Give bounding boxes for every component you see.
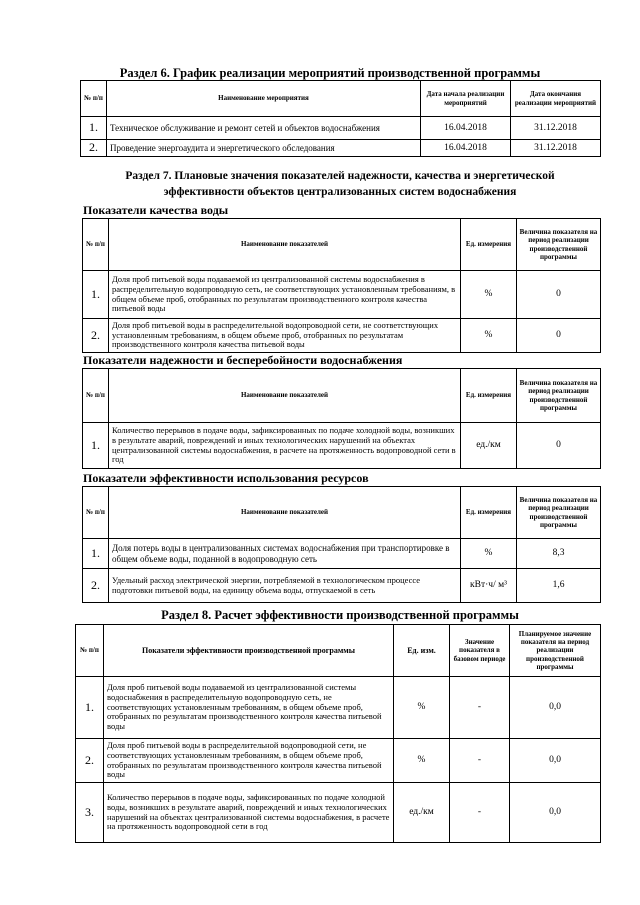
- section-7-title-line2: эффективности объектов централизованных систем водоснабжения: [163, 186, 517, 198]
- table-row: [76, 677, 601, 739]
- quality-header-value: Величина показателя на период реализации производственной программы: [517, 219, 601, 271]
- s8-header-num: № п/п: [76, 625, 104, 677]
- row-name: Техническое обслуживание и ремонт сетей и объектов водоснабжения: [107, 117, 421, 140]
- row-base-value: -: [450, 783, 510, 843]
- efficiency-header-num: № п/п: [83, 487, 109, 539]
- row-end-date: 31.12.2018: [511, 117, 601, 140]
- row-name: Доля потерь воды в централизованных системах водоснабжения при транспортировке в общем объеме воды, поданной в водопроводную сеть: [109, 539, 461, 569]
- row-value: 8,3: [517, 539, 601, 569]
- section-8-title: Раздел 8. Расчет эффективности производственной программы: [161, 608, 519, 622]
- s6-header-num: № п/п: [81, 81, 107, 117]
- table-row: [83, 423, 601, 469]
- s8-header-name: Показатели эффективности производственной программы: [104, 625, 394, 677]
- row-name: Проведение энергоаудита и энергетического обследования: [107, 140, 421, 157]
- row-num: 1.: [83, 539, 109, 569]
- section-6-table: [80, 80, 601, 157]
- s8-header-base: Значение показателя в базовом периоде: [450, 625, 510, 677]
- row-num: 1.: [83, 423, 109, 469]
- row-base-value: -: [450, 739, 510, 783]
- reliability-header-value: Величина показателя на период реализации производственной программы: [517, 369, 601, 423]
- table-row: [76, 739, 601, 783]
- row-plan-value: 0,0: [510, 783, 601, 843]
- section-7-title-line1: Раздел 7. Плановые значения показателей надежности, качества и энергетической: [125, 170, 555, 182]
- row-unit: кВт·ч/ м³: [461, 569, 517, 603]
- section-6-title: Раздел 6. График реализации мероприятий производственной программы: [119, 66, 541, 80]
- row-name: Удельный расход электрической энергии, потребляемой в технологическом процессе подготовки питьевой воды, на единицу объема воды, отпускаемой в сеть: [109, 569, 461, 603]
- table-row: [83, 319, 601, 353]
- row-unit: %: [461, 319, 517, 353]
- reliability-header-num: № п/п: [83, 369, 109, 423]
- table-row: [76, 783, 601, 843]
- row-value: 0: [517, 423, 601, 469]
- reliability-subtitle: Показатели надежности и бесперебойности водоснабжения: [83, 353, 403, 367]
- row-value: 0: [517, 319, 601, 353]
- s8-header-plan: Планируемое значение показателя на период реализации производственной программы: [510, 625, 601, 677]
- quality-header-name: Наименование показателей: [109, 219, 461, 271]
- row-name: Количество перерывов в подаче воды, зафиксированных по подаче холодной воды, возникших в результате аварий, повреждений и иных технологических нарушений на объектах централизованной системы водоснабжения, в расчете на протяженность водопроводной сети в год: [109, 423, 461, 469]
- table-row: [83, 271, 601, 319]
- s8-header-unit: Ед. изм.: [394, 625, 450, 677]
- row-value: 1,6: [517, 569, 601, 603]
- row-num: 2.: [81, 140, 107, 157]
- section-8-table: [75, 624, 601, 843]
- row-unit: ед./км: [394, 783, 450, 843]
- row-value: 0: [517, 271, 601, 319]
- row-name: Количество перерывов в подаче воды, зафиксированных по подаче холодной воды, возникших в результате аварий, повреждений и иных технологических нарушений на объектах централизованной системы водоснабжения, в расчете на протяженность водопроводной сети в год: [104, 783, 394, 843]
- row-num: 2.: [83, 569, 109, 603]
- row-num: 1.: [83, 271, 109, 319]
- row-unit: ед./км: [461, 423, 517, 469]
- table-row: [83, 539, 601, 569]
- row-name: Доля проб питьевой воды подаваемой из централизованной системы водоснабжения в распределительную водопроводную сеть, не соответствующих установленным требованиям, в общем объеме проб, отобранных по результатам производственного контроля качества питьевой воды: [109, 271, 461, 319]
- reliability-table: [82, 368, 601, 469]
- table-row: [83, 569, 601, 603]
- efficiency-table: [82, 486, 601, 603]
- row-name: Доля проб питьевой воды подаваемой из централизованной системы водоснабжения в распределительную водопроводную сеть, не соответствующих установленным требованиям, в общем объеме проб, отобранных по результатам производственного контроля качества питьевой воды: [104, 677, 394, 739]
- row-num: 3.: [76, 783, 104, 843]
- row-num: 1.: [76, 677, 104, 739]
- row-unit: %: [461, 539, 517, 569]
- quality-header-num: № п/п: [83, 219, 109, 271]
- reliability-header-unit: Ед. измерения: [461, 369, 517, 423]
- table-row: [81, 140, 601, 157]
- row-plan-value: 0,0: [510, 677, 601, 739]
- quality-header-unit: Ед. измерения: [461, 219, 517, 271]
- table-row: [81, 117, 601, 140]
- row-end-date: 31.12.2018: [511, 140, 601, 157]
- row-unit: %: [394, 677, 450, 739]
- s6-header-end: Дата окончания реализации мероприятий: [511, 81, 601, 117]
- row-unit: %: [461, 271, 517, 319]
- row-unit: %: [394, 739, 450, 783]
- efficiency-header-value: Величина показателя на период реализации производственной программы: [517, 487, 601, 539]
- s6-header-name: Наименование мероприятия: [107, 81, 421, 117]
- efficiency-header-name: Наименование показателей: [109, 487, 461, 539]
- quality-subtitle: Показатели качества воды: [83, 203, 229, 217]
- row-plan-value: 0,0: [510, 739, 601, 783]
- efficiency-subtitle: Показатели эффективности использования ресурсов: [83, 471, 369, 485]
- row-num: 1.: [81, 117, 107, 140]
- reliability-header-name: Наименование показателей: [109, 369, 461, 423]
- row-start-date: 16.04.2018: [421, 140, 511, 157]
- row-name: Доля проб питьевой воды в распределительной водопроводной сети, не соответствующих установленным требованиям, в общем объеме проб, отобранных по результатам производственного контроля качества питьевой воды: [109, 319, 461, 353]
- row-base-value: -: [450, 677, 510, 739]
- row-num: 2.: [83, 319, 109, 353]
- row-num: 2.: [76, 739, 104, 783]
- row-name: Доля проб питьевой воды в распределительной водопроводной сети, не соответствующих установленным требованиям, в общем объеме проб, отобранных по результатам производственного контроля качества питьевой воды: [104, 739, 394, 783]
- row-start-date: 16.04.2018: [421, 117, 511, 140]
- quality-table: [82, 218, 601, 353]
- efficiency-header-unit: Ед. измерения: [461, 487, 517, 539]
- s6-header-start: Дата начала реализации мероприятий: [421, 81, 511, 117]
